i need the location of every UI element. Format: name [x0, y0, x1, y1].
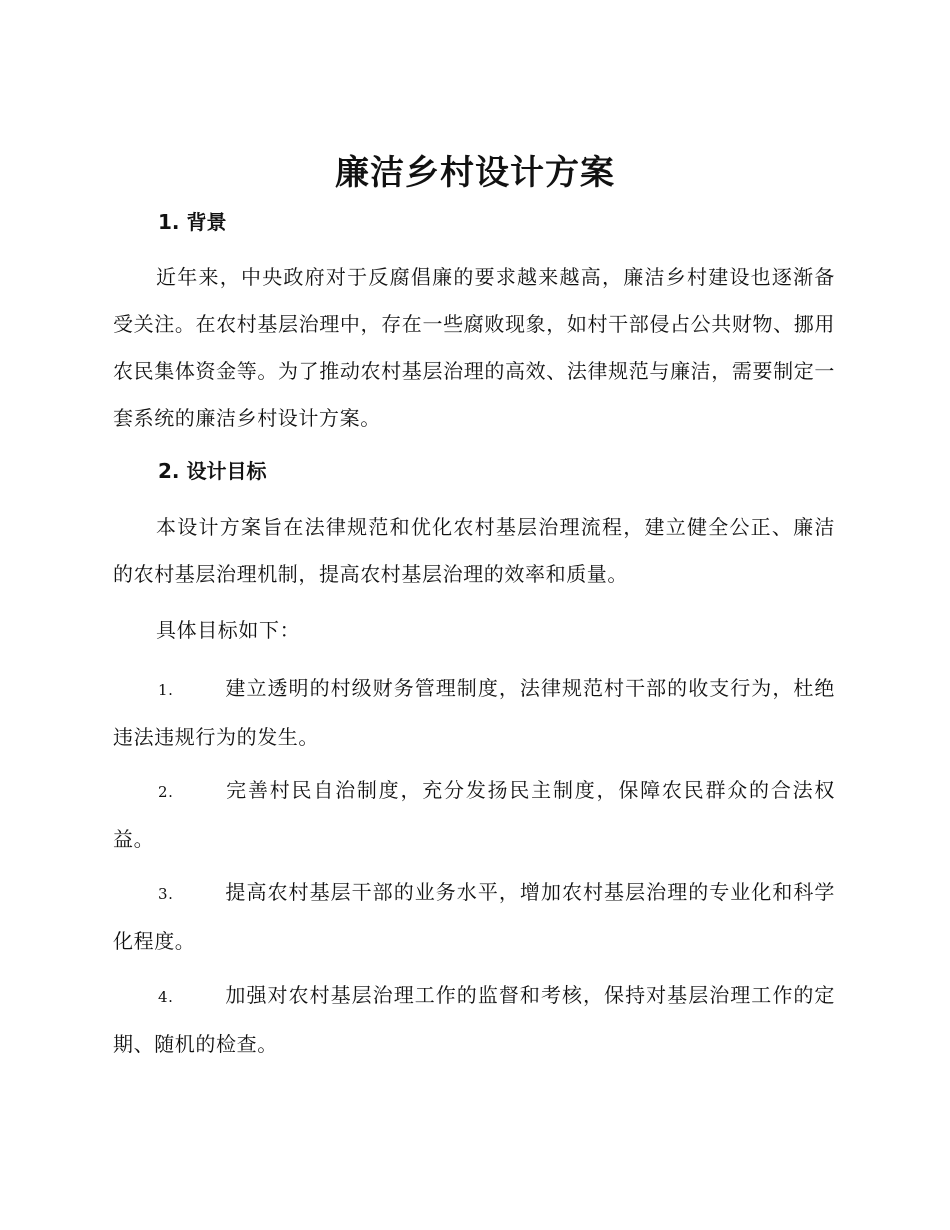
design-goals-paragraph: 本设计方案旨在法律规范和优化农村基层治理流程，建立健全公正、廉洁的农村基层治理机制，提高农村基层治理的效率和质量。	[113, 515, 835, 586]
list-item-text: 提高农村基层干部的业务水平，增加农村基层治理的专业化和科学化程度。	[113, 880, 835, 953]
list-item	[113, 665, 835, 761]
list-item-number: 3.	[158, 885, 174, 903]
document-title: 廉洁乡村设计方案	[335, 153, 615, 193]
list-item	[113, 972, 835, 1068]
list-item-number: 2.	[158, 783, 174, 801]
section-heading-design-goals: 2. 设计目标	[158, 459, 267, 483]
background-paragraph: 近年来，中央政府对于反腐倡廉的要求越来越高，廉洁乡村建设也逐渐备受关注。在农村基层治理中，存在一些腐败现象，如村干部侵占公共财物、挪用农民集体资金等。为了推动农村基层治理的高效、法律规范与廉洁，需要制定一套系统的廉洁乡村设计方案。	[113, 265, 835, 430]
goals-intro-paragraph: 具体目标如下：	[156, 618, 301, 642]
list-item	[113, 869, 835, 965]
list-item-number: 1.	[158, 681, 174, 699]
list-item-number: 4.	[158, 988, 174, 1006]
list-item-text: 建立透明的村级财务管理制度，法律规范村干部的收支行为，杜绝违法违规行为的发生。	[113, 676, 835, 749]
list-item-text: 完善村民自治制度，充分发扬民主制度，保障农民群众的合法权益。	[113, 778, 835, 851]
list-item	[113, 767, 835, 863]
list-item-text: 加强对农村基层治理工作的监督和考核，保持对基层治理工作的定期、随机的检查。	[113, 983, 835, 1056]
section-heading-background: 1. 背景	[158, 210, 227, 234]
